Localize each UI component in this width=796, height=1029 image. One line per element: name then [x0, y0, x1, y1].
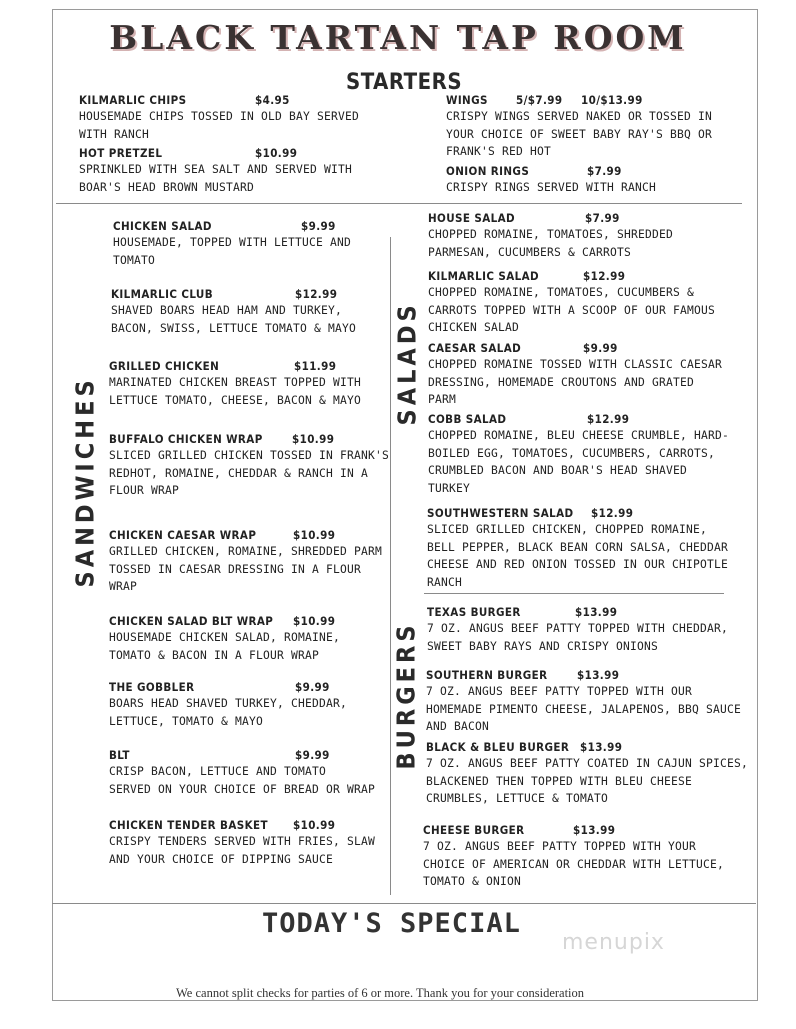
watermark-logo: menupix: [562, 930, 665, 955]
item-desc-line: RANCH: [427, 575, 463, 589]
item-desc-line: LETTUCE TOMATO, CHEESE, BACON & MAYO: [109, 393, 362, 407]
item-name: KILMARLIC CLUB: [111, 287, 214, 301]
item-desc-line: CRUMBLES, LETTUCE & TOMATO: [426, 792, 609, 806]
item-price: $10.99: [293, 528, 336, 542]
item-desc-line: CHOICE OF AMERICAN OR CHEDDAR WITH LETTUCE,: [423, 857, 725, 871]
menu-item: [428, 412, 729, 497]
item-price: $12.99: [587, 412, 630, 426]
item-name: ONION RINGS: [446, 164, 530, 178]
item-desc-line: CRISPY RINGS SERVED WITH RANCH: [446, 181, 657, 194]
menu-item: [79, 93, 359, 143]
item-price: $9.99: [301, 219, 336, 233]
item-desc-line: CHOPPED ROMAINE TOSSED WITH CLASSIC CAESAR: [428, 358, 723, 371]
starters-heading: STARTERS: [346, 70, 463, 95]
item-desc-line: CHOPPED ROMAINE, TOMATOES, CUCUMBERS &: [428, 286, 695, 299]
item-desc-line: CRISPY WINGS SERVED NAKED OR TOSSED IN: [446, 110, 713, 123]
item-price: $12.99: [295, 287, 338, 301]
item-desc-line: HOMEMADE PIMENTO CHEESE, JALAPENOS, BBQ SAUCE: [426, 702, 742, 716]
item-desc-line: MARINATED CHICKEN BREAST TOPPED WITH: [109, 376, 362, 389]
item-name: HOT PRETZEL: [79, 146, 163, 160]
menu-item: [111, 287, 356, 337]
item-price: $9.99: [583, 341, 618, 355]
menu-item: [109, 359, 361, 409]
item-desc-line: PARM: [428, 393, 457, 407]
item-name: SOUTHERN BURGER: [426, 668, 548, 682]
menu-item: [428, 341, 722, 409]
item-price: 5/$7.99: [516, 93, 563, 107]
item-name: KILMARLIC CHIPS: [79, 93, 187, 107]
item-name: CHICKEN CAESAR WRAP: [109, 528, 257, 542]
item-desc-line: SLICED GRILLED CHICKEN, CHOPPED ROMAINE,: [427, 523, 708, 536]
menu-item: [109, 528, 382, 596]
item-desc-line: BOARS HEAD SHAVED TURKEY, CHEDDAR,: [109, 697, 348, 710]
menu-item: [109, 818, 375, 868]
item-name: CHICKEN TENDER BASKET: [109, 818, 268, 832]
menu-item: [113, 219, 351, 269]
item-desc-line: CHICKEN SALAD: [428, 321, 520, 335]
item-price: $12.99: [591, 506, 634, 520]
restaurant-title: BLACK TARTAN TAP ROOM: [109, 18, 687, 57]
item-name: CHICKEN SALAD BLT WRAP: [109, 614, 274, 628]
divider-special: [52, 903, 756, 904]
item-desc-line: 7 OZ. ANGUS BEEF PATTY COATED IN CAJUN SPICES,: [426, 757, 749, 770]
item-desc-line: CRISPY TENDERS SERVED WITH FRIES, SLAW: [109, 835, 376, 848]
menu-item: [427, 605, 728, 655]
item-desc-line: TOMATO & ONION: [423, 875, 522, 889]
item-desc-line: AND BACON: [426, 720, 490, 734]
item-name: SOUTHWESTERN SALAD: [427, 506, 574, 520]
item-desc-line: FLOUR WRAP: [109, 484, 180, 498]
item-price: $10.99: [293, 818, 336, 832]
item-name: CHEESE BURGER: [423, 823, 525, 837]
menu-item: [109, 680, 347, 730]
divider-vertical: [390, 237, 391, 895]
salads-heading: SALADS: [392, 301, 422, 426]
menu-item: [79, 146, 352, 196]
menu-item: [426, 740, 748, 808]
item-desc-line: SPRINKLED WITH SEA SALT AND SERVED WITH: [79, 163, 353, 176]
item-desc-line: CRISP BACON, LETTUCE AND TOMATO: [109, 765, 327, 778]
item-name: KILMARLIC SALAD: [428, 269, 540, 283]
item-name: THE GOBBLER: [109, 680, 195, 694]
item-desc-line: BLACKENED THEN TOPPED WITH BLEU CHEESE: [426, 774, 693, 788]
item-desc-line: CARROTS TOPPED WITH A SCOOP OF OUR FAMOUS: [428, 303, 716, 317]
item-name: HOUSE SALAD: [428, 211, 516, 225]
item-desc-line: CHEESE AND RED ONION TOSSED IN OUR CHIPOTLE: [427, 558, 729, 572]
item-desc-line: TOMATO: [113, 253, 156, 267]
menu-item: [446, 164, 656, 197]
item-desc-line: LETTUCE, TOMATO & MAYO: [109, 714, 264, 728]
item-desc-line: HOUSEMADE CHIPS TOSSED IN OLD BAY SERVED: [79, 110, 360, 123]
item-desc-line: 7 OZ. ANGUS BEEF PATTY TOPPED WITH OUR: [426, 685, 693, 698]
item-price: $11.99: [294, 359, 337, 373]
item-price: $13.99: [580, 740, 623, 754]
item-price: $4.95: [255, 93, 290, 107]
todays-special-heading: TODAY'S SPECIAL: [262, 908, 521, 939]
item-price: $10.99: [292, 432, 335, 446]
item-price: $7.99: [587, 164, 622, 178]
item-desc-line: BACON, SWISS, LETTUCE TOMATO & MAYO: [111, 321, 357, 335]
item-price: $7.99: [585, 211, 620, 225]
item-desc-line: TOMATO & BACON IN A FLOUR WRAP: [109, 648, 320, 662]
item-name: GRILLED CHICKEN: [109, 359, 220, 373]
menu-item: [109, 432, 389, 500]
item-desc-line: BOAR'S HEAD BROWN MUSTARD: [79, 180, 255, 194]
item-desc-line: HOUSEMADE CHICKEN SALAD, ROMAINE,: [109, 631, 341, 644]
menu-item: [109, 614, 340, 664]
menu-item: [428, 211, 673, 261]
item-desc-line: REDHOT, ROMAINE, CHEDDAR & RANCH IN A: [109, 466, 369, 480]
item-desc-line: SLICED GRILLED CHICKEN TOSSED IN FRANK'S: [109, 449, 390, 462]
item-desc-line: FRANK'S RED HOT: [446, 145, 552, 159]
item-price: $9.99: [295, 680, 330, 694]
item-price: $10.99: [255, 146, 298, 160]
item-desc-line: 7 OZ. ANGUS BEEF PATTY TOPPED WITH CHEDDAR,: [427, 622, 729, 635]
item-desc-line: SHAVED BOARS HEAD HAM AND TURKEY,: [111, 304, 343, 317]
item-name: TEXAS BURGER: [427, 605, 521, 619]
item-desc-line: 7 OZ. ANGUS BEEF PATTY TOPPED WITH YOUR: [423, 840, 697, 853]
item-desc-line: CHOPPED ROMAINE, TOMATOES, SHREDDED: [428, 228, 674, 241]
sandwiches-heading: SANDWICHES: [70, 376, 100, 588]
item-desc-line: CHOPPED ROMAINE, BLEU CHEESE CRUMBLE, HARD-: [428, 429, 730, 442]
item-desc-line: SERVED ON YOUR CHOICE OF BREAD OR WRAP: [109, 782, 376, 796]
item-desc-line: DRESSING, HOMEMADE CROUTONS AND GRATED: [428, 375, 695, 389]
item-desc-line: PARMESAN, CUCUMBERS & CARROTS: [428, 245, 632, 259]
item-desc-line: GRILLED CHICKEN, ROMAINE, SHREDDED PARM: [109, 545, 383, 558]
item-price: $12.99: [583, 269, 626, 283]
item-name: BUFFALO CHICKEN WRAP: [109, 432, 263, 446]
item-name: BLT: [109, 748, 130, 762]
item-desc-line: BELL PEPPER, BLACK BEAN CORN SALSA, CHEDDAR: [427, 540, 729, 554]
item-price: $9.99: [295, 748, 330, 762]
item-desc-line: HOUSEMADE, TOPPED WITH LETTUCE AND: [113, 236, 352, 249]
menu-item: [426, 668, 741, 736]
item-desc-line: TURKEY: [428, 481, 471, 495]
item-desc-line: YOUR CHOICE OF SWEET BABY RAY'S BBQ OR: [446, 127, 713, 141]
item-name: WINGS: [446, 93, 488, 107]
item-desc-line: SWEET BABY RAYS AND CRISPY ONIONS: [427, 639, 659, 653]
item-price: $13.99: [577, 668, 620, 682]
menu-item: [446, 93, 712, 161]
item-name: BLACK & BLEU BURGER: [426, 740, 570, 754]
divider-starters: [56, 203, 742, 204]
item-desc-line: TOSSED IN CAESAR DRESSING IN A FLOUR: [109, 562, 362, 576]
item-name: CHICKEN SALAD: [113, 219, 212, 233]
item-price: $13.99: [575, 605, 618, 619]
item-price-large: 10/$13.99: [581, 93, 643, 107]
item-price: $10.99: [293, 614, 336, 628]
menu-item: [423, 823, 724, 891]
item-desc-line: CRUMBLED BACON AND BOAR'S HEAD SHAVED: [428, 464, 688, 478]
burgers-heading: BURGERS: [391, 621, 421, 770]
item-name: COBB SALAD: [428, 412, 507, 426]
menu-item: [428, 269, 715, 337]
item-name: CAESAR SALAD: [428, 341, 522, 355]
item-desc-line: WITH RANCH: [79, 127, 150, 141]
menu-item: [109, 748, 375, 798]
footer-note: We cannot split checks for parties of 6 or more. Thank you for your consideration: [176, 986, 585, 1000]
menu-item: [427, 506, 728, 591]
item-desc-line: BOILED EGG, TOMATOES, CUCUMBERS, CARROTS,: [428, 446, 716, 460]
item-price: $13.99: [573, 823, 616, 837]
divider-salads-burgers: [424, 593, 724, 594]
item-desc-line: AND YOUR CHOICE OF DIPPING SAUCE: [109, 852, 334, 866]
item-desc-line: WRAP: [109, 580, 138, 594]
